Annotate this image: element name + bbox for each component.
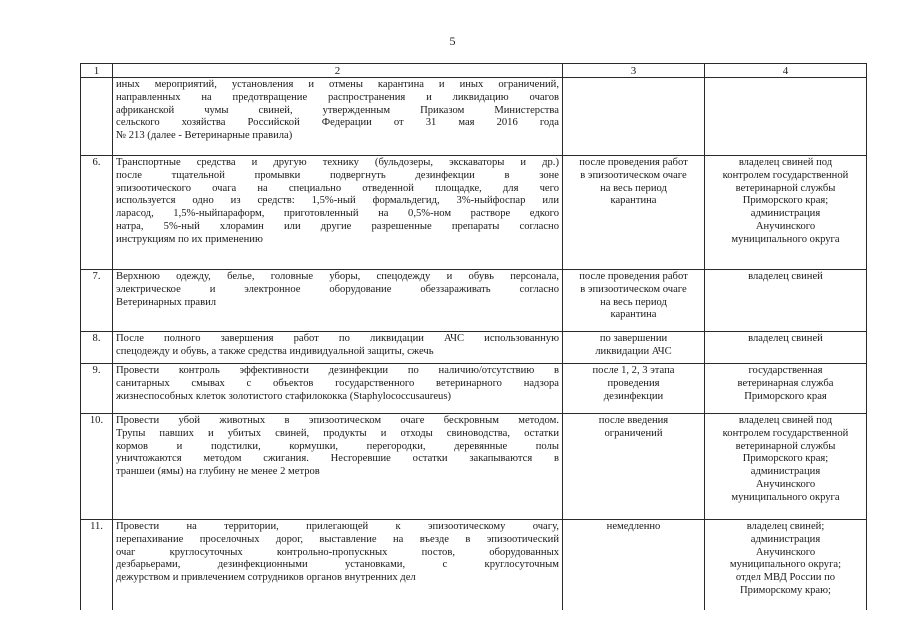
table-row xyxy=(81,364,867,414)
text-line: Транспортные средства и другую технику (бульдозеры, экскаваторы и др.) xyxy=(116,157,559,168)
row-number-cell: 11. xyxy=(81,520,113,610)
table-header-row xyxy=(81,64,867,78)
action-cell xyxy=(113,78,563,156)
action-cell xyxy=(113,364,563,414)
text-line: ветеринарной службы xyxy=(735,182,836,194)
header-cell-3: 3 xyxy=(563,64,705,78)
text-line: направленных на предотвращение распространения и ликвидацию очагов xyxy=(116,91,559,103)
table-row xyxy=(81,156,867,270)
text-line: используется одно из средств: 1,5%-ный формальдегид, 3%-ныйфоспар или xyxy=(116,195,559,207)
text-line: инструкциям по их применению xyxy=(116,233,263,245)
term-cell xyxy=(563,364,705,414)
text-line: Ветеринарных правил xyxy=(116,296,217,308)
text-line: Анучинского xyxy=(755,546,816,558)
action-cell xyxy=(113,414,563,520)
text-line: по завершении xyxy=(599,333,668,344)
text-line: муниципального округа; xyxy=(729,559,842,571)
action-cell xyxy=(113,332,563,364)
table-row xyxy=(81,520,867,610)
text-line: муниципального округа xyxy=(731,491,840,503)
text-line: Провести на территории, прилегающей к эпизоотическому очагу, xyxy=(116,521,559,532)
table-row xyxy=(81,270,867,332)
text-line: После полного завершения работ по ликвидации АЧС использованную xyxy=(116,333,559,344)
term-cell xyxy=(563,414,705,520)
text-line: Анучинского xyxy=(755,478,816,490)
text-line: после проведения работ xyxy=(579,271,688,282)
text-line: электрическое и электронное оборудование обеззараживать согласно xyxy=(116,283,559,295)
text-line: государственная xyxy=(748,365,823,376)
text-line: дезинфекции xyxy=(603,390,664,402)
row-number-cell: 7. xyxy=(81,270,113,332)
text-line: Трупы павших и убитых свиней, продукты и отходы свиноводства, остатки xyxy=(116,427,559,439)
text-line: иных мероприятий, установления и отмены карантина и иных ограничений, xyxy=(116,79,559,90)
text-line: Провести контроль эффективности дезинфекции по наличию/отсутствию в xyxy=(116,365,559,376)
text-line: жизнеспособных клеток золотистого стафилококка (Staphylococcusaureus) xyxy=(116,390,451,402)
text-line: Провести убой животных в эпизоотическом очаге бескровным методом. xyxy=(116,415,559,426)
header-cell-1: 1 xyxy=(81,64,113,78)
text-line: Приморского края; xyxy=(742,453,829,465)
header-cell-4: 4 xyxy=(705,64,867,78)
text-line: дежурством и привлечением сотрудников органов внутренних дел xyxy=(116,572,416,584)
text-line: контролем государственной xyxy=(722,169,849,181)
row-number-cell: 10. xyxy=(81,414,113,520)
text-line: на весь период xyxy=(600,296,667,308)
responsible-cell xyxy=(705,520,867,610)
responsible-cell xyxy=(705,414,867,520)
text-line: ветеринарной службы xyxy=(735,440,836,452)
text-line: кормов и подстилки, кормушки, перегородки, деревянные полы xyxy=(116,440,559,452)
term-cell xyxy=(563,332,705,364)
text-line: Приморскому краю; xyxy=(740,584,831,596)
responsible-cell xyxy=(705,78,867,156)
text-line: санитарных смывах с объектов государственного ветеринарного надзора xyxy=(116,377,559,389)
text-line: африканской чумы свиней, утвержденным Приказом Министерства xyxy=(116,104,559,116)
row-number-cell: 8. xyxy=(81,332,113,364)
text-line: уничтожаются методом сжигания. Несгоревшие остатки закапываются в xyxy=(116,453,559,465)
action-cell xyxy=(113,520,563,610)
text-line: ограничений xyxy=(604,427,663,439)
text-line: в эпизоотическом очаге xyxy=(580,169,687,181)
table-row xyxy=(81,332,867,364)
term-cell xyxy=(563,156,705,270)
text-line: Верхнюю одежду, белье, головные уборы, спецодежду и обувь персонала, xyxy=(116,271,559,282)
text-line: натра, 5%-ный хлорамин или другие разрешенные препараты согласно xyxy=(116,220,559,232)
row-number-cell xyxy=(81,78,113,156)
text-line: после проведения работ xyxy=(579,157,688,168)
text-line: немедленно xyxy=(606,521,661,532)
text-line: спецодежду и обувь, а также средства индивидуальной защиты, сжечь xyxy=(116,345,434,357)
text-line: владелец свиней xyxy=(748,271,823,282)
text-line: администрация xyxy=(750,208,821,220)
action-cell xyxy=(113,156,563,270)
text-line: Анучинского xyxy=(755,220,816,232)
text-line: очаг круглосуточных контрольно-пропускных постов, оборудованных xyxy=(116,546,559,558)
text-line: после тщательной промывки подвергнуть дезинфекции в зоне xyxy=(116,169,559,181)
text-line: карантина xyxy=(610,309,657,321)
text-line: на весь период xyxy=(600,182,667,194)
text-line: перепахивание проселочных дорог, выставление на въезде в эпизоотический xyxy=(116,533,559,545)
text-line: карантина xyxy=(610,195,657,207)
text-line: владелец свиней под xyxy=(738,415,833,426)
text-line: отдел МВД России по xyxy=(735,572,836,584)
text-line: в эпизоотическом очаге xyxy=(580,283,687,295)
text-line: после введения xyxy=(598,415,669,426)
text-line: эпизоотического очага на специально отведенной площадке, для чего xyxy=(116,182,559,194)
text-line: муниципального округа xyxy=(731,233,840,245)
responsible-cell xyxy=(705,156,867,270)
responsible-cell xyxy=(705,270,867,332)
table-row xyxy=(81,78,867,156)
text-line: владелец свиней; xyxy=(746,521,825,532)
row-number-cell: 6. xyxy=(81,156,113,270)
text-line: администрация xyxy=(750,533,821,545)
term-cell xyxy=(563,78,705,156)
text-line: владелец свиней xyxy=(748,333,823,344)
text-line: владелец свиней под xyxy=(738,157,833,168)
header-cell-2: 2 xyxy=(113,64,563,78)
row-number-cell: 9. xyxy=(81,364,113,414)
text-line: траншеи (ямы) на глубину не менее 2 метров xyxy=(116,466,320,478)
text-line: ликвидации АЧС xyxy=(595,345,672,357)
page-number: 5 xyxy=(449,34,456,48)
text-line: проведения xyxy=(607,377,660,389)
text-line: ларасод, 1,5%-ныйпараформ, приготовленный на 0,5%-ном растворе едкого xyxy=(116,208,559,220)
text-line: сельского хозяйства Российской Федерации от 31 мая 2016 года xyxy=(116,117,559,129)
text-line: администрация xyxy=(750,466,821,478)
text-line: после 1, 2, 3 этапа xyxy=(592,365,675,376)
action-cell xyxy=(113,270,563,332)
text-line: контролем государственной xyxy=(722,427,849,439)
term-cell xyxy=(563,520,705,610)
measures-table xyxy=(80,63,867,610)
responsible-cell xyxy=(705,364,867,414)
text-line: Приморского края; xyxy=(742,195,829,207)
text-line: ветеринарная служба xyxy=(737,377,834,389)
text-line: дезбарьерами, дезинфекционными установками, с круглосуточным xyxy=(116,559,559,571)
text-line: Приморского края xyxy=(744,390,827,402)
responsible-cell xyxy=(705,332,867,364)
table-row xyxy=(81,414,867,520)
text-line: № 213 (далее - Ветеринарные правила) xyxy=(116,130,293,142)
term-cell xyxy=(563,270,705,332)
